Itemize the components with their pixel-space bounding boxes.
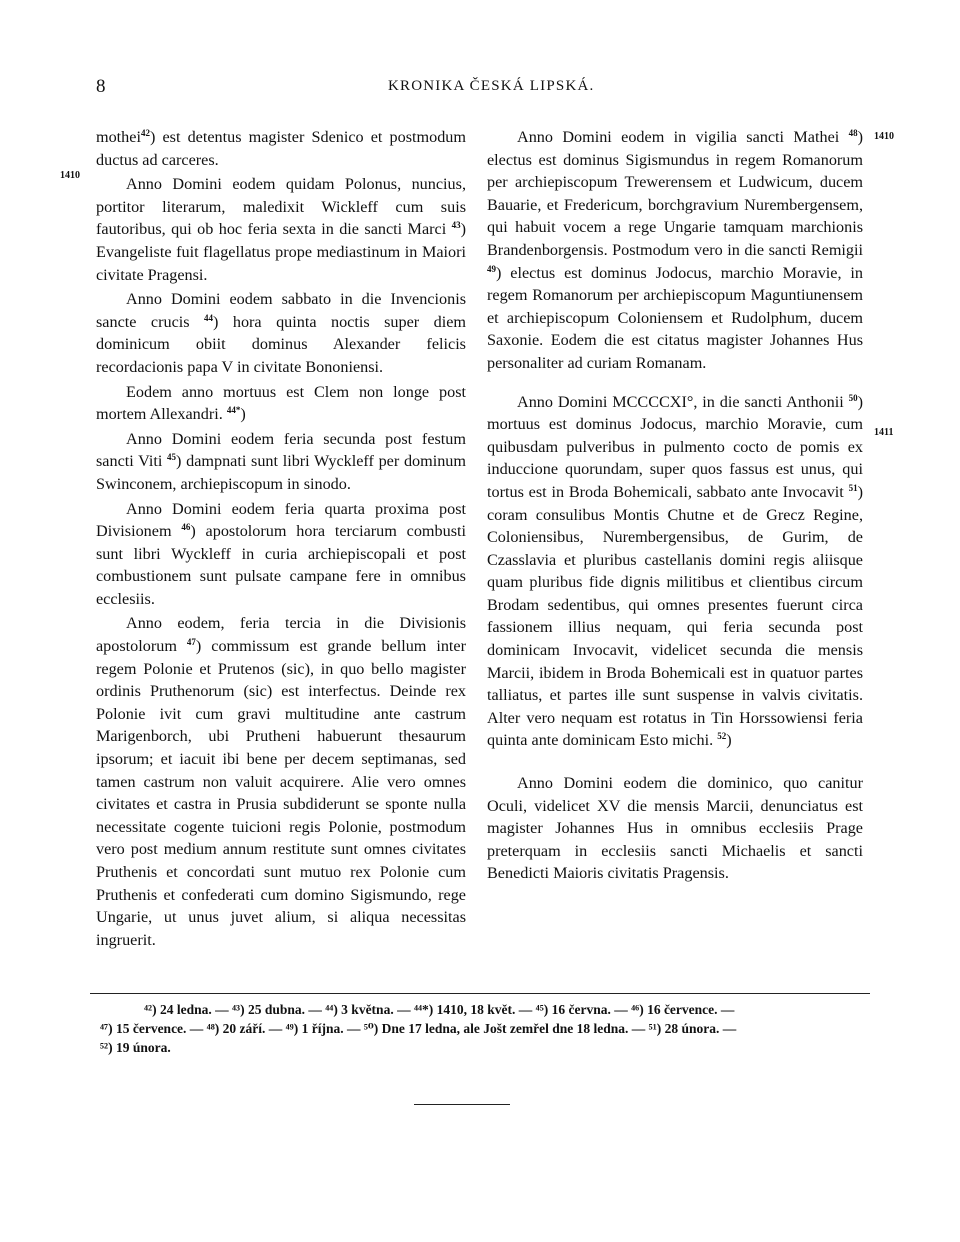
- paragraph: Anno Domini eodem feria secunda post festum sancti Viti $^{45}$) dampnati sunt libri Wyckleff per dominum Swinconem, archiepiscopum in sinodo.: [96, 429, 466, 493]
- paragraph: Anno Domini MCCCCXI°, in die sancti Anthonii $^{50}$) mortuus est dominus Jodocus, marchio Moravie, cum quibusdam pulveribus in pulmento cocto de pomis ex induccione quorundam, super quos fassus est unus, qui tortus est in Broda Bohemicali, sabbato ante Invocavit $^{51}$) coram consulibus Montis Chutne et de Grecz Regine, Coloniensibus, Nurembergensibus, de Gurim, de Czasslavia et pluribus castellanis domini regis aliisque quam pluribus fide dignis militibus et clientibus circum Brodam sedentibus, qui omnes presentes fuerunt circa fassionem illius nequam, qui feria secunda post dominicam Invocavit, videlicet secunda die mensis Marcii, ibidem in Broda Bohemicali est in quatuor partes talliatus, et partes ille sunt suspense in valvis civitatis. Alter vero nequam est rotatus in Tin Horssowiensi feria quinta ante dominicam Esto michi. $^{52}$): [487, 392, 863, 750]
- footnote-ref: 42: [140, 128, 150, 138]
- page-number: 8: [96, 76, 106, 97]
- footnote-ref: 44*: [226, 405, 241, 416]
- footnotes: [100, 1000, 870, 1057]
- footnote-ref: 46: [181, 522, 191, 533]
- margin-year-left-1410: 1410: [60, 170, 80, 181]
- margin-year-right-1410: 1410: [874, 131, 894, 142]
- end-rule: [414, 1104, 510, 1105]
- footnote-ref: 51: [848, 482, 858, 493]
- paragraph: Anno Domini eodem sabbato in die Invencionis sancte crucis $^{44}$) hora quinta noctis super diem dominicum obiit dominus Alexander felicis recordacionis papa V in civitate Bononiensi.: [96, 290, 466, 376]
- paragraph: Eodem anno mortuus est Clem non longe post mortem Allexandri. $^{44*}$): [96, 382, 466, 424]
- footnote-ref: 48: [848, 128, 858, 138]
- footnote-ref: 49: [487, 263, 496, 274]
- footnote-ref: 44: [204, 312, 214, 323]
- footnote-ref: 43: [451, 220, 461, 231]
- footnote-line: ⁵²) 19 února.: [100, 1040, 171, 1055]
- footnote-line: ⁴²) 24 ledna. — ⁴³) 25 dubna. — ⁴⁴) 3 května. — ⁴⁴*) 1410, 18 květ. — ⁴⁵) 16 června. — ⁴⁶) 16 července. —: [144, 1002, 735, 1017]
- paragraph: Anno eodem, feria tercia in die Divisionis apostolorum $^{47}$) commissum est grande bellum inter regem Polonie et Prutenos (sic), in quo bello magister ordinis Pruthenorum (sic) est interfectus. Deinde rex Polonie ivit cum gravi multitudine ante castrum Marigenborch, ubi Prutheni habuerunt thesaurum ipsorum; et iacuit ibi bene per decem septimanas, sed tamen castrum non valuit acquirere. Alie vero omnes civitates et castra in Prusia subdiderunt se sponte nulla necessitate cogente tuicioni regis Polonie, postmodum vero post medium annum restitute sunt omnes civitates Pruthenis et concordati sunt mutuo rex Polonie cum Pruthenis et confederati cum domino Sigismundo, rege Ungarie, ut unus juvet alium, si aliqua necessitas ingruerit.: [96, 614, 467, 949]
- page-header: [96, 76, 866, 100]
- paragraph: Anno Domini eodem in vigilia sancti Mathei $^{48}$) electus est dominus Sigismundus in regem Romanorum per archiepiscopum Trewerensem et Ludwicum, ducem Bauarie, et Fredericum, borchgravium Nurembergensem, qui habuit vocem a rege Ungarie tamquam marchionis Brandenborgensis. Postmodum vero in die sancti Remigii $^{49}$) electus est dominus Jodocus, marchio Moravie, in regem Romanorum per archiepiscopum Maguntiunensem et archiepiscopum Coloniensem et Rudolphum, ducem Saxonie. Eodem die est citatus magister Johannes Hus personaliter ad curiam Romanam.: [487, 128, 863, 372]
- footnote-ref: 50: [848, 392, 858, 403]
- left-column: [96, 126, 466, 953]
- footnote-divider: [90, 993, 870, 994]
- running-title: KRONIKA ČESKÁ LIPSKÁ.: [388, 78, 595, 94]
- paragraph: Anno Domini eodem feria quarta proxima post Divisionem $^{46}$) apostolorum hora terciarum combusti sunt libri Wyckleff in curia archiepiscopali et post combustionem sunt pulsate campane fere in omnibus ecclesiis.: [96, 499, 466, 608]
- footnote-ref: 52: [717, 731, 727, 742]
- right-column: [487, 126, 863, 887]
- paragraph: mothei$^{42}$) est detentus magister Sdenico et postmodum ductus ad carceres.: [96, 128, 466, 169]
- margin-year-right-1411: 1411: [874, 427, 894, 438]
- footnote-ref: 47: [186, 637, 196, 648]
- footnote-ref: 45: [167, 452, 177, 463]
- footnote-line: ⁴⁷) 15 července. — ⁴⁸) 20 září. — ⁴⁹) 1 října. — ⁵⁰) Dne 17 ledna, ale Jošt zemřel dne 18 ledna. — ⁵¹) 28 února. —: [100, 1021, 737, 1036]
- paragraph: Anno Domini eodem quidam Polonus, nuncius, portitor literarum, maledixit Wickleff cum suis fautoribus, qui ob hoc feria sexta in die sancti Marci $^{43}$) Evangeliste fuit flagellatus prope mediastinum in Maiori civitate Pragensi.: [96, 175, 466, 284]
- paragraph: Anno Domini eodem die dominico, quo canitur Oculi, videlicet XV die mensis Marcii, denunciatus est magister Johannes Hus in omnibus ecclesiis Prage preterquam in ecclesiis sancti Michaelis et sancti Benedicti Maioris civitatis Pragensis.: [487, 774, 863, 883]
